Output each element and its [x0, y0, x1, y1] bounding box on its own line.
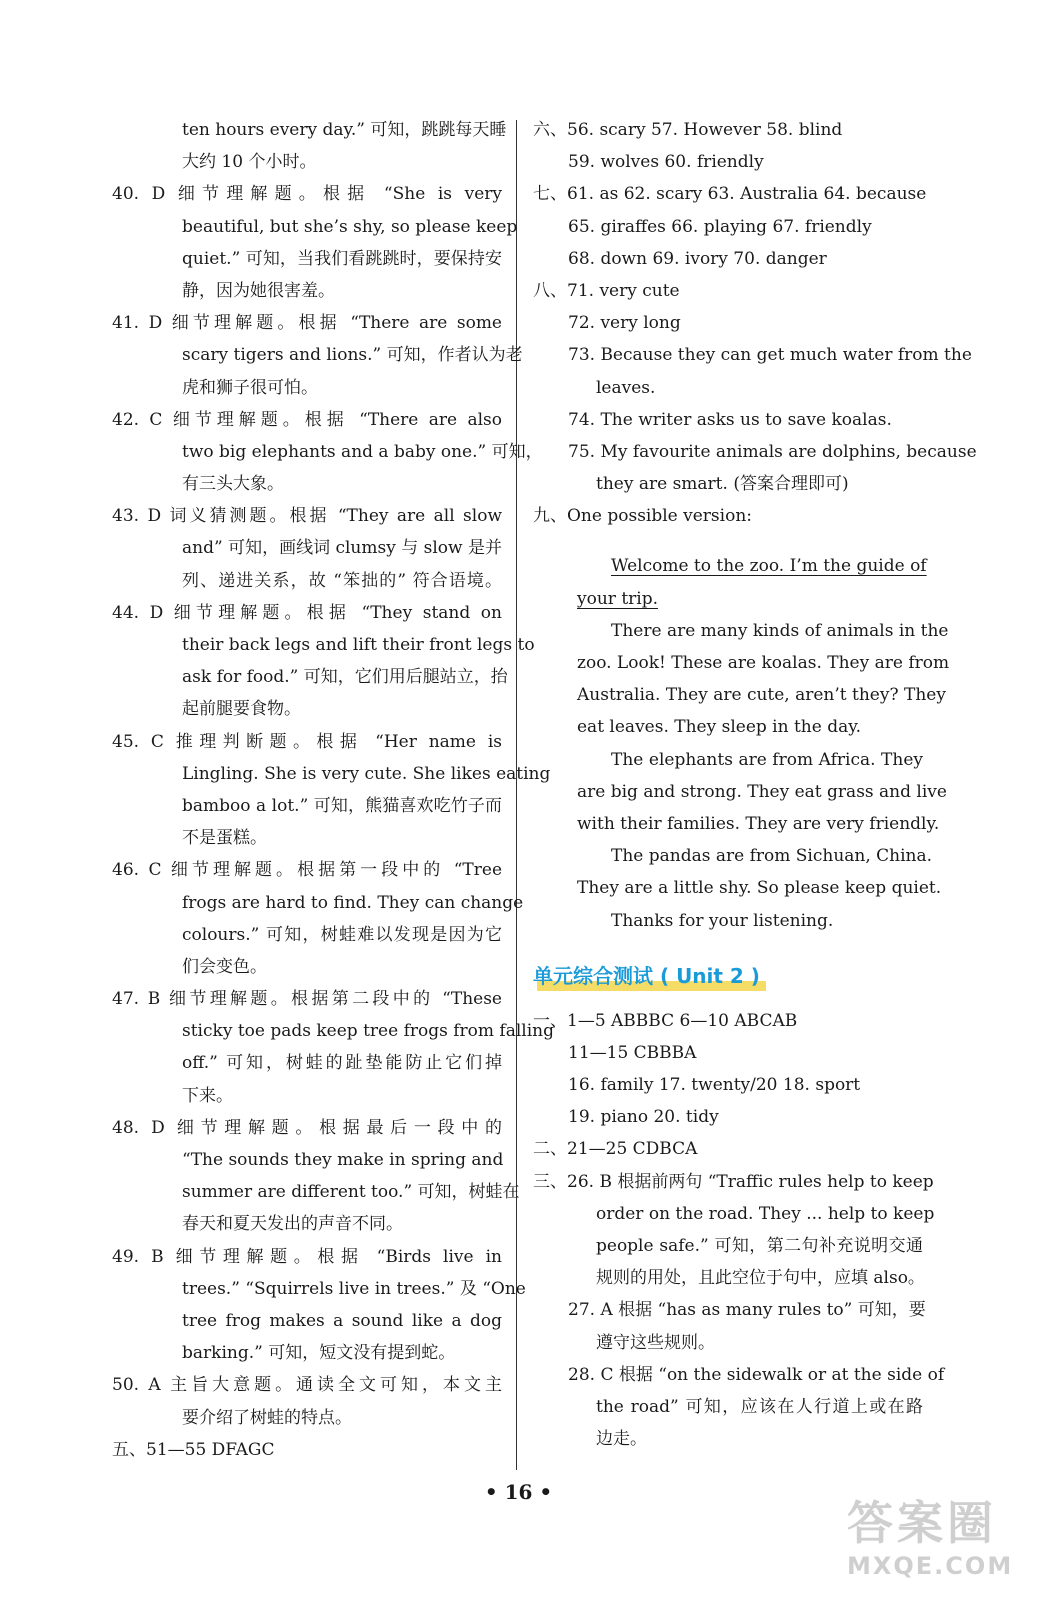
text-line: are big and strong. They eat grass and live [577, 781, 947, 802]
text-line: Lingling. She is very cute. She likes eating [182, 763, 551, 784]
text-line: beautiful, but she’s shy, so please keep [182, 216, 518, 237]
text-line: 19. piano 20. tidy [568, 1107, 719, 1128]
text-line: off.” 可知，树蛙的趾垫能防止它们掉 [182, 1053, 502, 1074]
text-line: 们会变色。 [182, 956, 267, 977]
text-line: barking.” 可知，短文没有提到蛇。 [182, 1343, 456, 1364]
text-line: 下来。 [182, 1085, 233, 1106]
text-line: 三、26. B 根据前两句 “Traffic rules help to keep [533, 1171, 934, 1192]
page-number: • 16 • [484, 1480, 553, 1504]
text-line: 75. My favourite animals are dolphins, because [568, 441, 977, 462]
text-line: with their families. They are very friendly. [577, 813, 940, 834]
text-line: 48. D 细节理解题。根据最后一段中的 [112, 1117, 502, 1138]
unit-test-title: 单元综合测试 ( Unit 2 ) [533, 963, 760, 988]
text-line: 74. The writer asks us to save koalas. [568, 409, 892, 430]
text-line: 68. down 69. ivory 70. danger [568, 248, 827, 269]
text-line: 静，因为她很害羞。 [182, 280, 335, 301]
text-line: colours.” 可知，树蛙难以发现是因为它 [182, 924, 502, 945]
text-line: scary tigers and lions.” 可知，作者认为老 [182, 345, 523, 366]
text-line: 规则的用处，且此空位于句中，应填 also。 [596, 1268, 925, 1289]
text-line: 要介绍了树蛙的特点。 [182, 1407, 352, 1428]
text-line: 九、One possible version: [533, 506, 752, 527]
text-line: 43. D 词义猜测题。根据 “They are all slow [112, 506, 502, 527]
text-line: 46. C 细节理解题。根据第一段中的 “Tree [112, 860, 502, 881]
text-line: 边走。 [596, 1429, 647, 1450]
text-line: 41. D 细节理解题。根据 “There are some [112, 313, 502, 334]
text-line: trees.” “Squirrels live in trees.” 及 “One [182, 1278, 526, 1299]
text-line: 一、1—5 ABBBC 6—10 ABCAB [533, 1010, 798, 1031]
text-line: Thanks for your listening. [611, 910, 834, 931]
left-column [112, 114, 554, 1466]
text-line: Welcome to the zoo. I’m the guide of [611, 556, 927, 577]
text-line: 起前腿要食物。 [182, 699, 301, 720]
sample-essay [533, 550, 950, 936]
text-line: order on the road. They ... help to keep [596, 1203, 935, 1224]
text-line: 49. B 细节理解题。根据 “Birds live in [112, 1246, 502, 1267]
text-line: your trip. [577, 588, 658, 609]
text-line: 16. family 17. twenty/20 18. sport [568, 1075, 861, 1096]
text-line: Australia. They are cute, aren’t they? They [577, 685, 946, 706]
text-line: 44. D 细节理解题。根据 “They stand on [112, 602, 502, 623]
text-line: The pandas are from Sichuan, China. [611, 846, 933, 867]
text-line: 大约 10 个小时。 [182, 152, 317, 173]
text-line: 春天和夏天发出的声音不同。 [182, 1214, 403, 1235]
watermark-logo [847, 1496, 1025, 1592]
text-line: 七、61. as 62. scary 63. Australia 64. because [533, 184, 927, 205]
text-line: The elephants are from Africa. They [611, 749, 923, 770]
text-line: zoo. Look! These are koalas. They are from [577, 653, 950, 673]
text-line: 50. A 主旨大意题。通读全文可知，本文主 [112, 1375, 502, 1396]
text-line: two big elephants and a baby one.” 可知， [182, 441, 543, 462]
column-divider [516, 120, 517, 1470]
text-line: 有三头大象。 [182, 474, 284, 495]
text-line: 11—15 CBBBA [568, 1042, 697, 1063]
text-line: the road” 可知，应该在人行道上或在路 [596, 1396, 923, 1417]
text-line: 40. D 细节理解题。根据 “She is very [112, 184, 502, 205]
text-line: quiet.” 可知，当我们看跳跳时，要保持安 [182, 248, 502, 269]
text-line: leaves. [596, 377, 656, 398]
text-line: “The sounds they make in spring and [182, 1150, 504, 1170]
text-line: 59. wolves 60. friendly [568, 152, 764, 173]
text-line: tree frog makes a sound like a dog [182, 1310, 502, 1331]
text-line: they are smart. (答案合理即可) [596, 474, 849, 495]
text-line: 28. C 根据 “on the sidewalk or at the side of [568, 1364, 945, 1385]
text-line: their back legs and lift their front legs to [182, 635, 535, 655]
text-line: 72. very long [568, 313, 681, 334]
watermark-bottom: MXQE.COM [847, 1552, 1014, 1580]
text-line: people safe.” 可知，第二句补充说明交通 [596, 1236, 923, 1256]
unit-two-answers [533, 1005, 945, 1456]
text-line: ten hours every day.” 可知，跳跳每天睡 [182, 120, 507, 140]
text-line: 45. C 推理判断题。根据 “Her name is [112, 731, 502, 752]
text-line: 47. B 细节理解题。根据第二段中的 “These [112, 989, 502, 1010]
text-line: and” 可知，画线词 clumsy 与 slow 是并 [182, 538, 502, 559]
text-line: 遵守这些规则。 [596, 1332, 715, 1353]
text-line: 五、51—55 DFAGC [112, 1439, 275, 1460]
text-line: They are a little shy. So please keep quiet. [577, 878, 942, 899]
text-line: frogs are hard to find. They can change [182, 892, 524, 913]
text-line: 27. A 根据 “has as many rules to” 可知，要 [568, 1300, 926, 1321]
text-line: 二、21—25 CDBCA [533, 1139, 698, 1160]
text-line: 八、71. very cute [533, 280, 680, 301]
text-line: 虎和狮子很可怕。 [182, 377, 318, 398]
text-line: 73. Because they can get much water from the [568, 345, 972, 366]
unit-test-heading [533, 949, 760, 1003]
right-column [533, 114, 977, 1455]
text-line: summer are different too.” 可知，树蛙在 [182, 1182, 520, 1203]
text-line: sticky toe pads keep tree frogs from falling [182, 1021, 554, 1042]
answers-six-to-nine [533, 114, 977, 532]
text-line: 列、递进关系，故 “笨拙的” 符合语境。 [182, 570, 502, 591]
text-line: 42. C 细节理解题。根据 “There are also [112, 409, 502, 430]
text-line: 不是蛋糕。 [182, 828, 267, 849]
text-line: eat leaves. They sleep in the day. [577, 717, 861, 738]
text-line: There are many kinds of animals in the [611, 620, 949, 641]
text-line: ask for food.” 可知，它们用后腿站立，抬 [182, 667, 508, 688]
text-line: bamboo a lot.” 可知，熊猫喜欢吃竹子而 [182, 795, 502, 816]
text-line: 65. giraffes 66. playing 67. friendly [568, 216, 872, 237]
watermark-top: 答案圈 [847, 1496, 997, 1550]
text-line: 六、56. scary 57. However 58. blind [533, 120, 843, 140]
